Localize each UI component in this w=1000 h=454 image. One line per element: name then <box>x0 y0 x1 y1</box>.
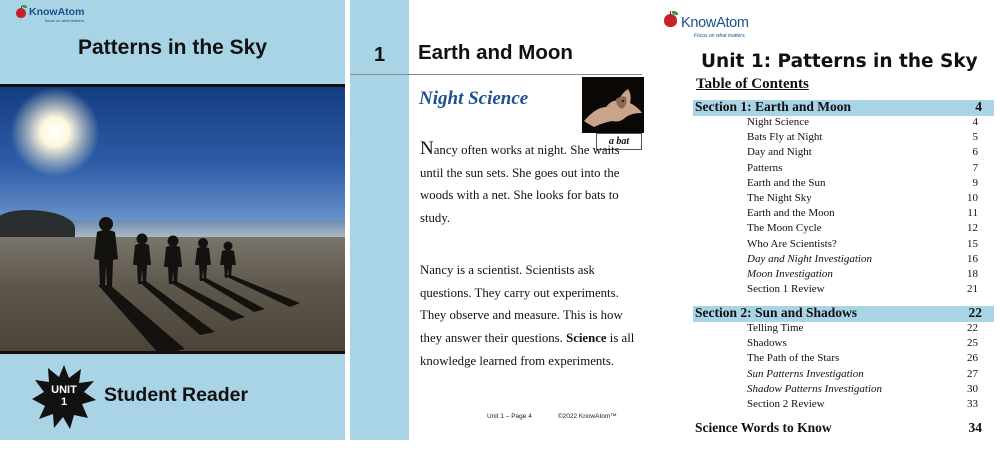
toc-entry-page: 7 <box>972 161 978 174</box>
toc-entry: Night Science <box>747 116 810 128</box>
paragraph-2-text-end: is all knowledge learned from experiments. <box>420 331 635 368</box>
toc-entry: Shadows <box>747 337 787 350</box>
toc-entry-page: 10 <box>967 192 978 204</box>
paragraph-2-text: Nancy is a scientist. Scientists ask questions. They carry out experiments. They observe and measure. This is how they answer their questions. <box>420 263 623 346</box>
chapter-title: Earth and Moon <box>418 41 573 64</box>
toc-entry-page: 30 <box>967 382 978 395</box>
toc-entry-page: 15 <box>967 237 978 250</box>
toc-brand: KnowAtom <box>681 15 749 31</box>
reader-page <box>350 0 656 440</box>
apple-logo-icon <box>664 14 677 27</box>
cover-logo <box>16 7 85 23</box>
unit-badge-label: UNIT <box>51 384 77 396</box>
unit-badge-number: 1 <box>60 396 68 408</box>
toc-entry-page: 11 <box>967 207 978 220</box>
toc-entry: Bats Fly at Night <box>747 131 823 144</box>
keyword-science: Science <box>566 331 607 346</box>
beach-silhouette-photo <box>0 84 345 354</box>
toc-entry-page: 4 <box>972 116 978 128</box>
toc-entry-page: 33 <box>967 398 978 410</box>
cover-brand: KnowAtom <box>29 6 85 18</box>
cover-title: Patterns in the Sky <box>77 36 268 59</box>
bat-icon <box>582 77 644 133</box>
paragraph-1 <box>420 138 645 230</box>
toc-page <box>656 0 1000 454</box>
toc-section-title: Section 2: Sun and Shadows <box>695 305 858 320</box>
toc-entry: Section 2 Review <box>747 398 825 410</box>
bat-photo <box>582 77 644 133</box>
toc-entry-page: 22 <box>967 322 978 334</box>
toc-heading: Table of Contents <box>696 76 809 92</box>
toc-section-title: Section 1: Earth and Moon <box>695 99 852 114</box>
toc-entry: Shadow Patterns Investigation <box>747 382 883 395</box>
section-title: Night Science <box>419 88 529 109</box>
cover-subtitle: Student Reader <box>104 384 249 406</box>
toc-entry: Day and Night Investigation <box>747 252 872 265</box>
toc-entry-page: 5 <box>972 131 978 144</box>
toc-entry-page: 27 <box>967 367 978 380</box>
cover-page <box>0 0 345 440</box>
cover-tagline: focus on what matters. <box>45 18 86 23</box>
chapter-number: 1 <box>373 44 386 66</box>
apple-logo-icon <box>16 8 26 18</box>
toc-entry: The Moon Cycle <box>747 222 822 235</box>
toc-entry-page: 18 <box>967 268 978 280</box>
toc-entry: Patterns <box>747 161 783 174</box>
chapter-divider <box>350 74 642 75</box>
toc-entry: Moon Investigation <box>747 268 833 280</box>
toc-tagline: Focus on what matters. <box>694 33 746 39</box>
toc-entry: Telling Time <box>747 322 804 334</box>
unit-badge-text <box>32 384 96 408</box>
cover-footer <box>0 357 345 440</box>
paragraph-2 <box>420 259 645 373</box>
toc-entry-page: 6 <box>972 146 978 159</box>
toc-entry: The Night Sky <box>747 192 812 204</box>
toc-entry-page: 25 <box>967 337 978 350</box>
toc-entry: Sun Patterns Investigation <box>747 367 864 380</box>
unit-title: Unit 1: Patterns in the Sky <box>701 51 978 72</box>
page-number: Unit 1 – Page 4 <box>487 413 532 420</box>
toc-section-page: 22 <box>968 305 982 320</box>
toc-entry: Who Are Scientists? <box>747 237 837 250</box>
drop-cap: N <box>420 138 434 159</box>
bat-caption: a bat <box>596 133 642 150</box>
toc-entry-page: 16 <box>967 252 978 265</box>
toc-section-page: 4 <box>975 99 982 114</box>
toc-entry-page: 12 <box>967 222 978 235</box>
toc-entry: Earth and the Sun <box>747 176 826 189</box>
people-silhouettes <box>0 87 345 354</box>
copyright: ©2022 KnowAtom™ <box>557 413 617 420</box>
toc-entry-page: 9 <box>972 176 978 189</box>
reader-footer <box>487 413 643 420</box>
toc-glossary-page: 34 <box>968 420 982 435</box>
toc-entry: The Path of the Stars <box>747 352 840 365</box>
toc-entry-page: 21 <box>967 283 978 296</box>
toc-entry-page: 26 <box>967 352 978 365</box>
toc-entry: Earth and the Moon <box>747 207 835 220</box>
toc-glossary-title: Science Words to Know <box>695 420 832 435</box>
toc-entry: Day and Night <box>747 146 812 159</box>
toc-entry: Section 1 Review <box>747 283 825 296</box>
paragraph-1-text: ancy often works at night. She waits until the sun sets. She goes out into the woods with a net. She looks for bats to study. <box>420 143 620 226</box>
